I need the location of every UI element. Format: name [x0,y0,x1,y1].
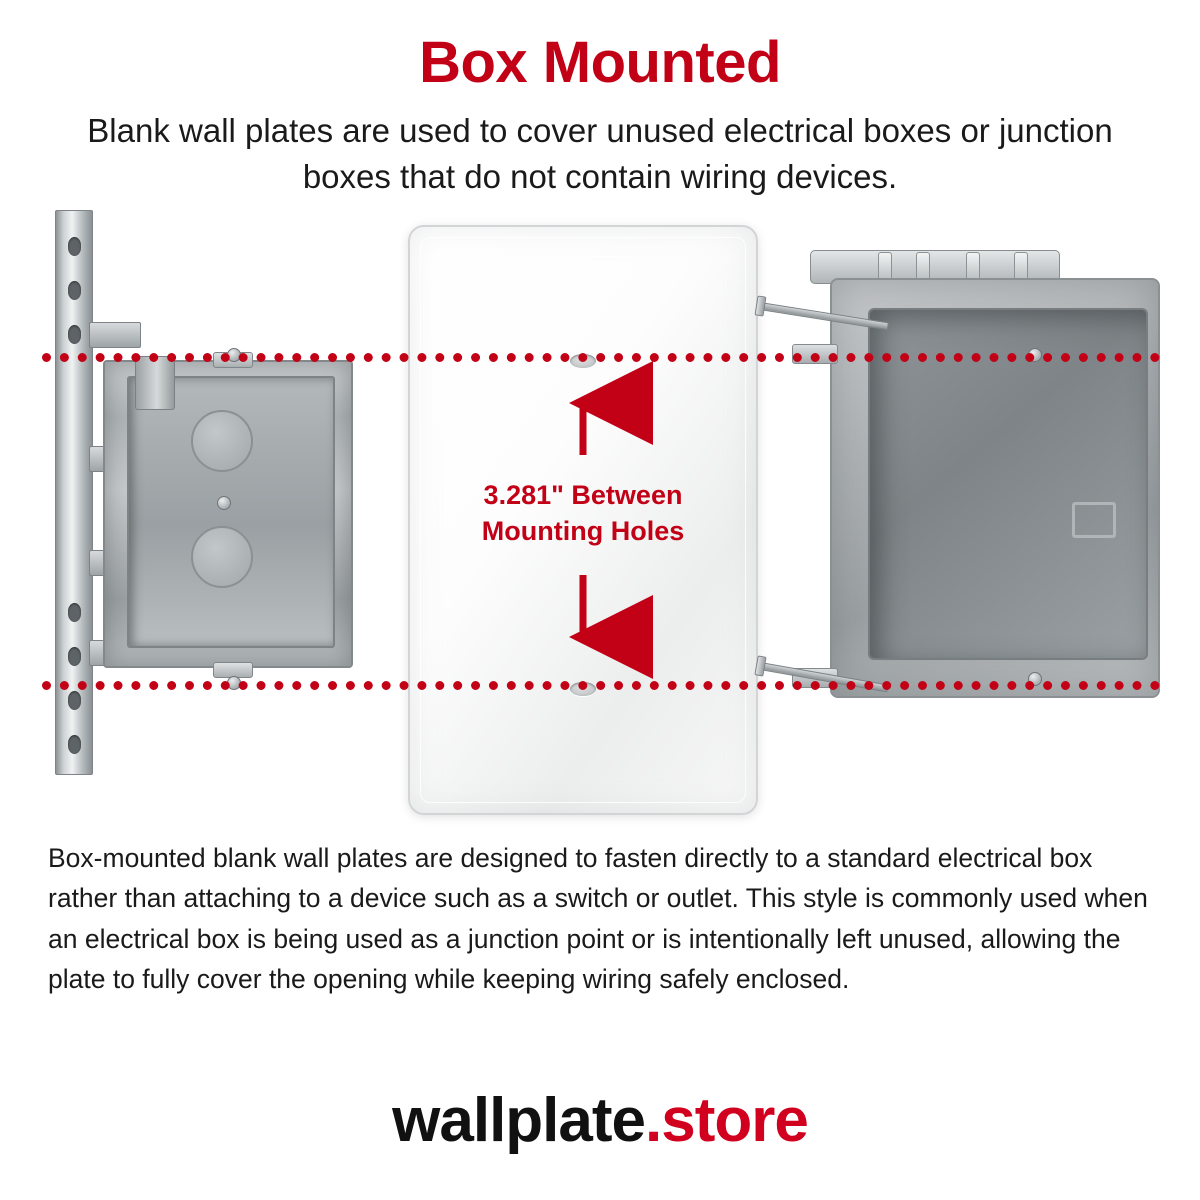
dimension-label-line2: Mounting Holes [481,516,685,547]
bracket-tab [89,322,141,348]
nail-head [754,655,766,676]
metal-electrical-box-group [45,210,365,775]
plastic-electrical-box-group [770,240,1160,750]
blank-wall-plate [408,225,758,815]
brand-dot: . [645,1086,662,1155]
reference-line-bottom [42,681,1160,690]
mounting-bracket [55,210,93,775]
product-diagram [0,205,1200,825]
brand-suffix: store [661,1086,808,1155]
cable-clamp [135,356,175,410]
screw-boss [217,496,231,510]
nail-head [754,295,766,316]
interior-emboss [1072,502,1116,538]
metal-box-interior [127,376,335,648]
description-paragraph: Box-mounted blank wall plates are designed to fasten directly to a standard electrical box rather than attaching to a device such as a switch or outlet. This style is commonly used when an electrical box is being used as a junction point or is intentionally left unused, allowing the plate to fully cover the opening while keeping wiring safely enclosed. [48,843,1148,994]
brand-name: wallplate [392,1086,646,1155]
metal-box-body [103,360,353,668]
knockout [191,526,253,588]
page-title: Box Mounted [419,30,781,95]
plastic-box-body [830,278,1160,698]
brand-logo [0,1086,1200,1155]
page-subtitle: Blank wall plates are used to cover unused electrical boxes or junction boxes that do not contain wiring devices. [87,112,1113,195]
reference-line-top [42,353,1160,362]
knockout [191,410,253,472]
dimension-label-line1: 3.281" Between [483,480,683,510]
